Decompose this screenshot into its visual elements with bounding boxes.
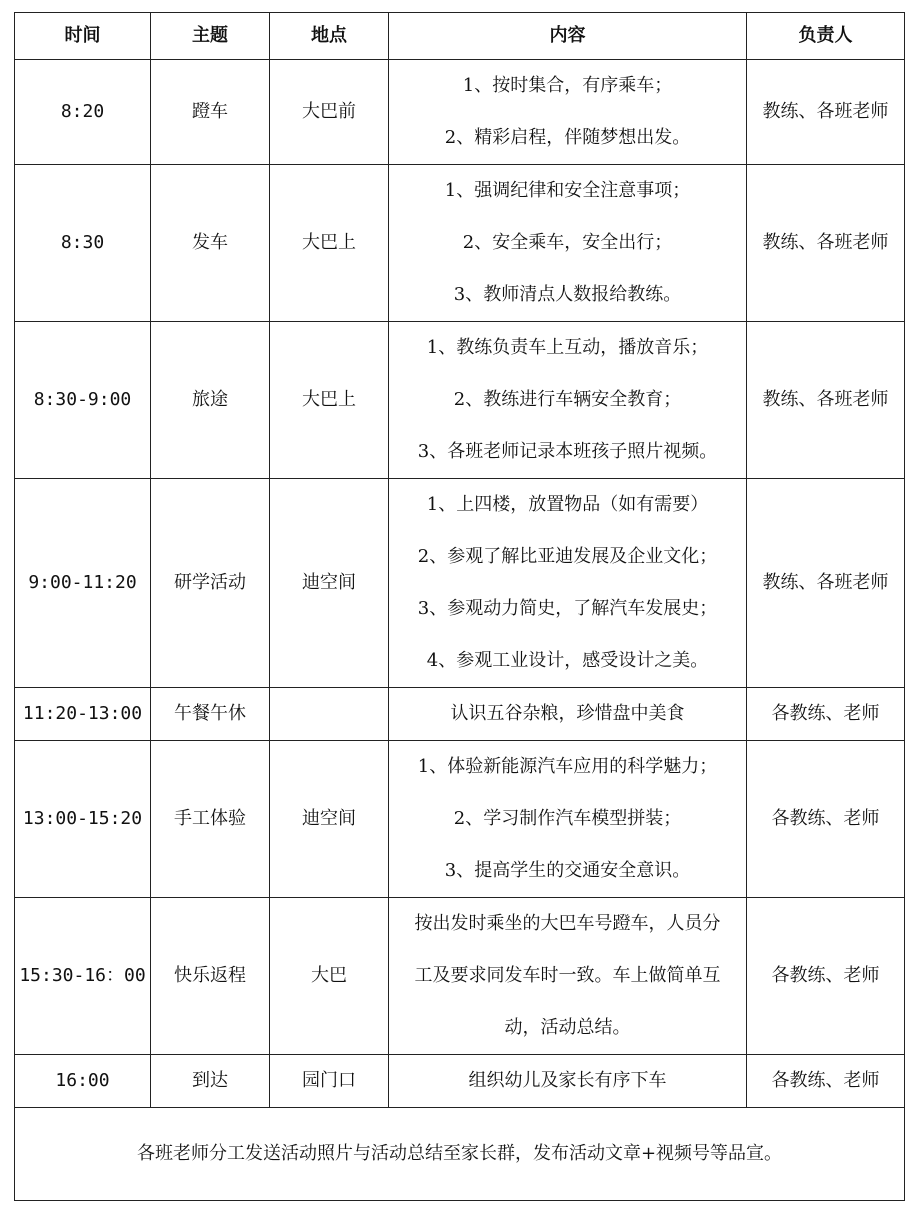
cell-topic: 午餐午休 (151, 688, 270, 741)
cell-topic: 蹬车 (151, 60, 270, 165)
cell-content (389, 741, 747, 898)
header-content: 内容 (389, 13, 747, 60)
table-row (15, 60, 905, 165)
content-line: 3、参观动力简史，了解汽车发展史； (417, 598, 718, 619)
cell-place: 园门口 (270, 1055, 389, 1108)
content-line: 1、体验新能源汽车应用的科学魅力； (417, 756, 718, 777)
cell-content (389, 60, 747, 165)
cell-content (389, 688, 747, 741)
cell-owner: 教练、各班老师 (747, 165, 905, 322)
cell-owner: 各教练、老师 (747, 898, 905, 1055)
table-row (15, 479, 905, 688)
content-line: 动，活动总结。 (504, 1017, 631, 1038)
content-line: 1、教练负责车上互动，播放音乐； (426, 337, 709, 358)
cell-time: 8:30 (15, 165, 151, 322)
cell-owner: 各教练、老师 (747, 688, 905, 741)
content-line: 2、学习制作汽车模型拼装； (453, 808, 682, 829)
table-row (15, 898, 905, 1055)
cell-owner: 教练、各班老师 (747, 479, 905, 688)
cell-topic: 发车 (151, 165, 270, 322)
content-line: 3、提高学生的交通安全意识。 (444, 860, 691, 881)
content-line: 1、上四楼，放置物品（如有需要） (426, 494, 709, 515)
cell-owner: 各教练、老师 (747, 741, 905, 898)
cell-topic: 旅途 (151, 322, 270, 479)
cell-place (270, 688, 389, 741)
content-line: 3、各班老师记录本班孩子照片视频。 (417, 441, 718, 462)
table-row (15, 741, 905, 898)
cell-content (389, 479, 747, 688)
cell-topic: 到达 (151, 1055, 270, 1108)
cell-owner: 教练、各班老师 (747, 60, 905, 165)
content-line: 工及要求同发车时一致。车上做简单互 (414, 965, 721, 986)
cell-time: 13:00-15:20 (15, 741, 151, 898)
cell-owner: 各教练、老师 (747, 1055, 905, 1108)
cell-time: 9:00-11:20 (15, 479, 151, 688)
content-line: 2、精彩启程，伴随梦想出发。 (444, 127, 691, 148)
header-row (15, 13, 905, 60)
cell-time: 8:20 (15, 60, 151, 165)
table-row (15, 322, 905, 479)
content-line: 1、按时集合，有序乘车； (462, 75, 673, 96)
cell-place: 大巴 (270, 898, 389, 1055)
cell-topic: 快乐返程 (151, 898, 270, 1055)
content-line: 组织幼儿及家长有序下车 (468, 1070, 667, 1091)
table-row (15, 688, 905, 741)
cell-topic: 手工体验 (151, 741, 270, 898)
cell-content (389, 898, 747, 1055)
header-owner: 负责人 (747, 13, 905, 60)
header-place: 地点 (270, 13, 389, 60)
table-row (15, 165, 905, 322)
header-time: 时间 (15, 13, 151, 60)
cell-content (389, 322, 747, 479)
content-line: 3、教师清点人数报给教练。 (453, 284, 682, 305)
cell-time: 15:30-16：00 (15, 898, 151, 1055)
cell-content (389, 1055, 747, 1108)
header-topic: 主题 (151, 13, 270, 60)
schedule-table (14, 12, 905, 1201)
content-line: 按出发时乘坐的大巴车号蹬车，人员分 (414, 913, 721, 934)
cell-content (389, 165, 747, 322)
cell-time: 16:00 (15, 1055, 151, 1108)
table-row (15, 1055, 905, 1108)
content-line: 1、强调纪律和安全注意事项； (444, 180, 691, 201)
cell-place: 迪空间 (270, 479, 389, 688)
footer-row (15, 1108, 905, 1201)
content-line: 2、教练进行车辆安全教育； (453, 389, 682, 410)
content-line: 认识五谷杂粮，珍惜盘中美食 (450, 703, 685, 724)
cell-place: 迪空间 (270, 741, 389, 898)
content-line: 4、参观工业设计，感受设计之美。 (426, 650, 709, 671)
cell-topic: 研学活动 (151, 479, 270, 688)
cell-place: 大巴上 (270, 322, 389, 479)
cell-place: 大巴上 (270, 165, 389, 322)
content-line: 2、安全乘车，安全出行； (462, 232, 673, 253)
content-line: 2、参观了解比亚迪发展及企业文化； (417, 546, 718, 567)
cell-owner: 教练、各班老师 (747, 322, 905, 479)
cell-time: 11:20-13:00 (15, 688, 151, 741)
footer-note: 各班老师分工发送活动照片与活动总结至家长群，发布活动文章+视频号等品宣。 (15, 1108, 905, 1201)
cell-place: 大巴前 (270, 60, 389, 165)
cell-time: 8:30-9:00 (15, 322, 151, 479)
